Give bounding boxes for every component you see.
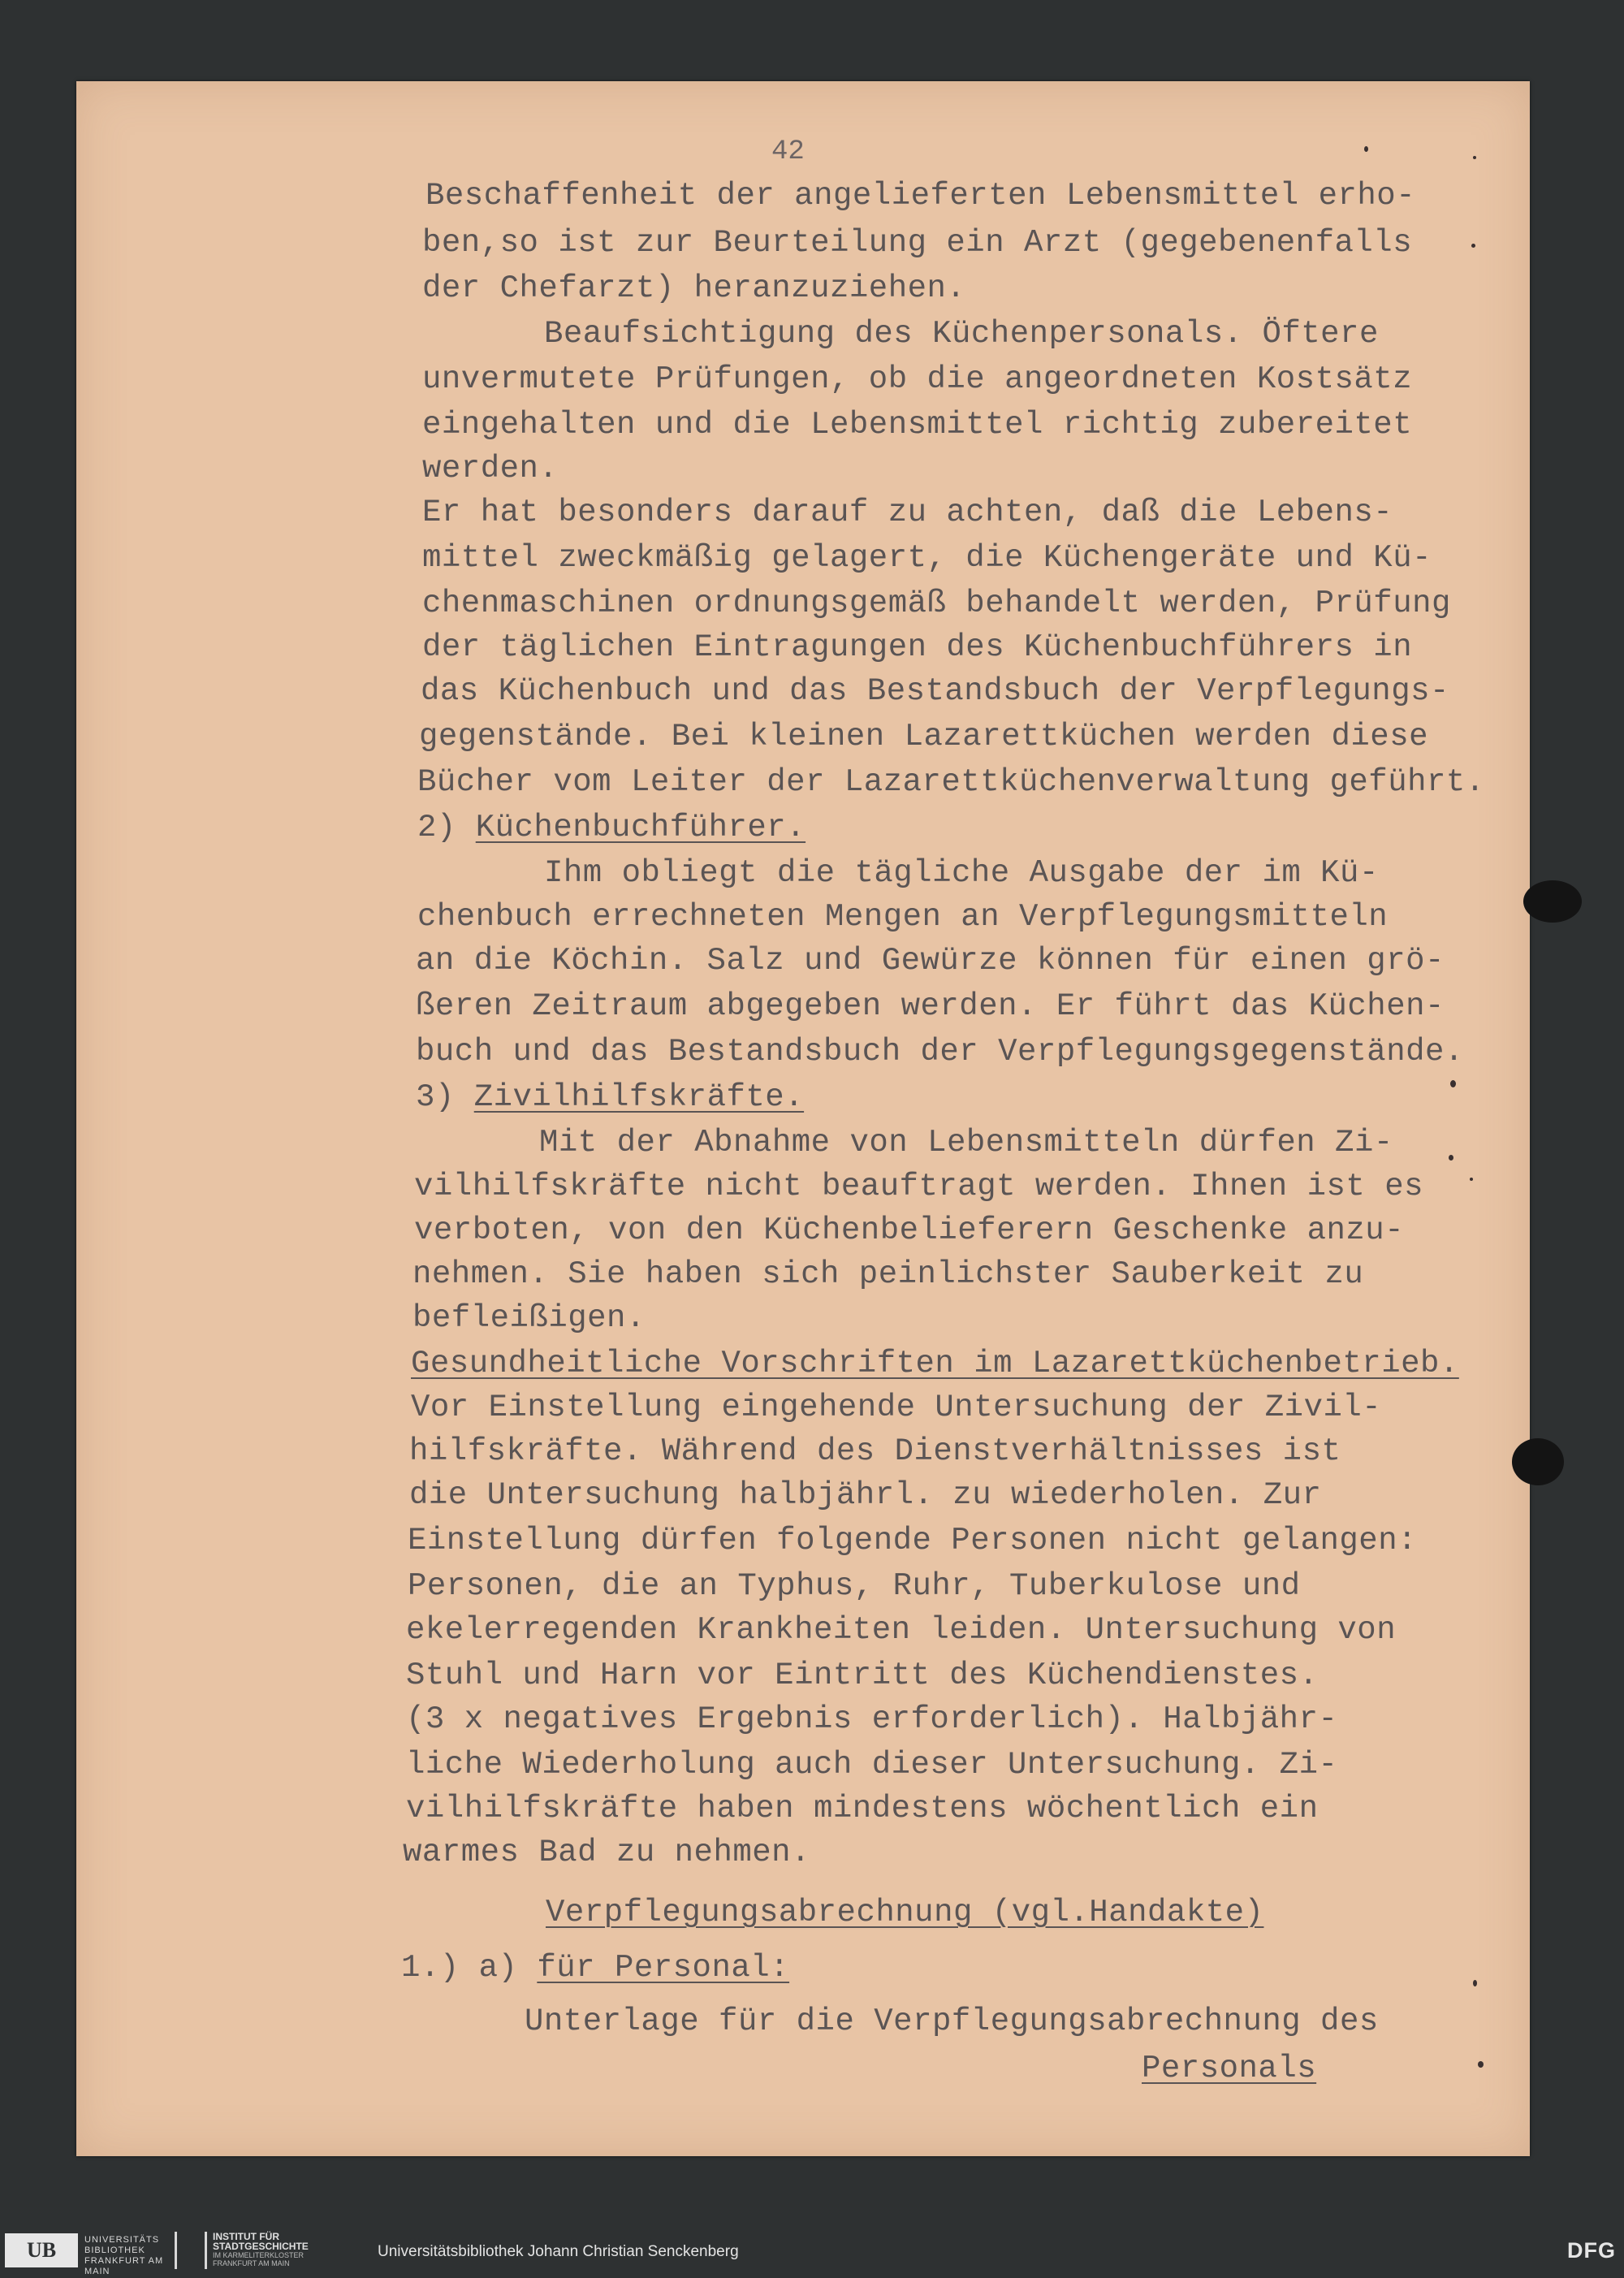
section-heading: Verpflegungsabrechnung (vgl.Handakte)	[546, 1895, 1264, 1930]
section-title: Zivilhilfskräfte.	[473, 1079, 805, 1115]
section-title: für Personal:	[537, 1950, 790, 1986]
punch-hole-lower	[1512, 1438, 1564, 1485]
institute-logo[interactable]	[213, 2232, 335, 2267]
page-number: 42	[771, 136, 805, 167]
text-line: Unterlage für die Verpflegungsabrechnung des	[525, 2004, 1379, 2039]
section-title: Küchenbuchführer.	[475, 810, 806, 845]
text-line: ßeren Zeitraum abgegeben werden. Er führt das Küchen-	[416, 988, 1445, 1024]
paper-speck	[1470, 1178, 1473, 1181]
paper-speck	[1473, 156, 1476, 159]
text-line: hilfskräfte. Während des Dienstverhältnisses ist	[409, 1433, 1341, 1469]
section-number: 1.) a)	[401, 1950, 538, 1986]
institute-icon	[175, 2232, 207, 2269]
text-line: (3 x negatives Ergebnis erforderlich). Halbjähr-	[406, 1701, 1338, 1737]
text-line: Einstellung dürfen folgende Personen nicht gelangen:	[408, 1523, 1417, 1558]
text-line: buch und das Bestandsbuch der Verpflegungsgegenstände.	[416, 1034, 1464, 1070]
text-line: die Untersuchung halbjährl. zu wiederholen. Zur	[409, 1477, 1322, 1513]
library-credit: Universitätsbibliothek Johann Christian Senckenberg	[378, 2243, 739, 2260]
text-line: an die Köchin. Salz und Gewürze können für einen grö-	[416, 943, 1445, 979]
text-line: ekelerregenden Krankheiten leiden. Untersuchung von	[406, 1612, 1397, 1648]
section-heading	[417, 812, 806, 844]
paper-speck	[1473, 1980, 1477, 1986]
text-line: werden.	[422, 451, 559, 486]
text-line: vilhilfskräfte nicht beauftragt werden. Ihnen ist es	[414, 1169, 1423, 1204]
paper-speck	[1449, 1155, 1453, 1161]
ub-logo[interactable]: UB	[5, 2233, 78, 2267]
text-line: Beaufsichtigung des Küchenpersonals. Öftere	[544, 316, 1379, 352]
dfg-logo[interactable]: DFG	[1567, 2238, 1616, 2263]
text-line: chenmaschinen ordnungsgemäß behandelt werden, Prüfung	[422, 586, 1451, 621]
text-line: ben,so ist zur Beurteilung ein Arzt (gegebenenfalls	[422, 225, 1413, 261]
text-line: liche Wiederholung auch dieser Untersuchung. Zi-	[406, 1747, 1338, 1783]
institute-title: INSTITUT FÜR STADTGESCHICHTE	[213, 2231, 309, 2252]
text-line: Personen, die an Typhus, Ruhr, Tuberkulose und	[408, 1568, 1301, 1604]
ub-logo-text: UNIVERSITÄTS BIBLIOTHEK FRANKFURT AM MAIN	[84, 2235, 164, 2276]
paper-speck	[1450, 1080, 1456, 1087]
text-line: warmes Bad zu nehmen.	[403, 1835, 810, 1870]
section-heading	[401, 1952, 789, 1984]
text-line: Ihm obliegt die tägliche Ausgabe der im Kü-	[544, 855, 1379, 891]
text-line: vilhilfskräfte haben mindestens wöchentlich ein	[406, 1791, 1319, 1826]
viewer-footer	[0, 2224, 1624, 2278]
paper-speck	[1364, 146, 1368, 152]
text-line: Beschaffenheit der angelieferten Lebensmittel erho-	[425, 178, 1416, 214]
section-heading	[416, 1079, 805, 1115]
text-line: der täglichen Eintragungen des Küchenbuchführers in	[422, 629, 1413, 665]
text-line: befleißigen.	[412, 1300, 646, 1336]
text-line: der Chefarzt) heranzuziehen.	[422, 270, 966, 306]
paper-speck	[1471, 244, 1475, 248]
text-line: Vor Einstellung eingehende Untersuchung der Zivil-	[411, 1390, 1382, 1425]
section-heading: Gesundheitliche Vorschriften im Lazarettküchenbetrieb.	[411, 1346, 1459, 1381]
text-line: eingehalten und die Lebensmittel richtig zubereitet	[422, 407, 1413, 443]
text-line: Bücher vom Leiter der Lazarettküchenverwaltung geführt.	[417, 764, 1485, 800]
text-line: chenbuch errechneten Mengen an Verpflegungsmitteln	[417, 899, 1389, 935]
text-line: Er hat besonders darauf zu achten, daß die Lebens-	[422, 495, 1393, 530]
punch-hole-upper	[1523, 880, 1582, 923]
text-line: Personals	[1142, 2051, 1317, 2086]
paper-speck	[1478, 2061, 1484, 2068]
text-line: das Küchenbuch und das Bestandsbuch der Verpflegungs-	[421, 673, 1449, 709]
section-number: 2)	[417, 810, 476, 845]
institute-subtitle: IM KARMELITERKLOSTER FRANKFURT AM MAIN	[213, 2251, 304, 2267]
text-line: unvermutete Prüfungen, ob die angeordneten Kostsätz	[422, 361, 1413, 397]
text-line: Mit der Abnahme von Lebensmitteln dürfen Zi-	[539, 1125, 1393, 1161]
text-line: mittel zweckmäßig gelagert, die Küchengeräte und Kü-	[422, 540, 1432, 576]
text-line: gegenstände. Bei kleinen Lazarettküchen werden diese	[419, 719, 1428, 754]
text-line: verboten, von den Küchenbelieferern Geschenke anzu-	[414, 1212, 1405, 1248]
section-number: 3)	[416, 1079, 474, 1115]
text-line: Stuhl und Harn vor Eintritt des Küchendienstes.	[406, 1658, 1319, 1693]
text-line: nehmen. Sie haben sich peinlichster Sauberkeit zu	[412, 1256, 1364, 1292]
